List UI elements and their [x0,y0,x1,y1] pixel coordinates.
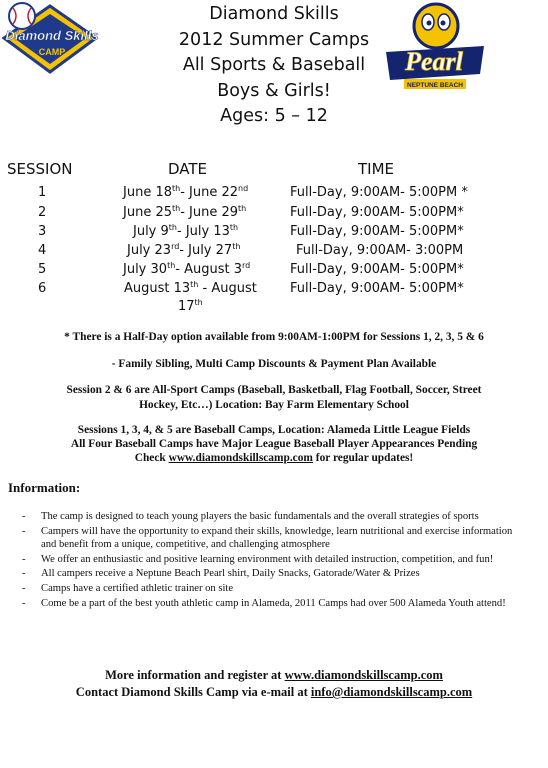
updates-note: Check www.diamondskillscamp.com for regular updates! [134,452,414,464]
logo-right-sub: NEPTUNE BEACH [407,82,463,89]
email-link[interactable]: info@diamondskillscamp.com [310,685,473,699]
session-time: Full-Day, 9:00AM- 5:00PM* [290,262,464,277]
header-line-1: Diamond Skills [209,4,339,24]
header-line-4: Boys & Girls! [217,80,331,101]
schedule-row [0,262,548,281]
baseball-note-line1: Sessions 1, 3, 4, & 5 are Baseball Camps, Location: Alameda Little League Fields [77,424,471,436]
session-time: Full-Day, 9:00AM- 5:00PM* [290,224,464,239]
session-number: 5 [38,262,47,277]
list-item: - All campers receive a Neptune Beach Pearl shirt, Daily Snacks, Gatorade/Water & Prizes [22,567,522,581]
schedule-row [0,243,548,262]
schedule-row [0,185,548,204]
session-number: 2 [38,205,47,220]
list-item: - Campers will have the opportunity to expand their skills, knowledge, learn nutritional and exercise information and benefit from a unique, competitive, and challenging atmosphere [22,525,522,552]
baseball-note-line2: All Four Baseball Camps have Major League Baseball Player Appearances Pending [70,438,478,450]
logo-left-line1: Diamond Skills [5,28,99,43]
footer-register-line: More information and register at www.diamondskillscamp.com [105,668,443,682]
list-item: - We offer an enthusiastic and positive learning environment with detailed instruction, competition, and fun! [22,553,522,567]
header-line-3: All Sports & Baseball [182,55,366,75]
all-sport-note-line2: Hockey, Etc…) Location: Bay Farm Elementary School [139,399,409,411]
information-heading: Information: [8,480,81,495]
all-sport-note-line1: Session 2 & 6 are All-Sport Camps (Baseball, Basketball, Flag Football, Soccer, Street [66,384,482,396]
session-number: 3 [38,224,47,239]
session-time: Full-Day, 9:00AM- 3:00PM [296,243,464,258]
list-item: - Camps have a certified athletic trainer on site [22,582,522,596]
session-number: 4 [38,243,47,258]
session-number: 6 [38,281,47,296]
website-link[interactable]: www.diamondskillscamp.com [168,452,313,464]
header-line-5: Ages: 5 – 12 [220,106,328,126]
session-column-header: SESSION [7,160,73,178]
schedule-row-continuation [0,299,548,318]
header-line-2: 2012 Summer Camps [178,29,370,50]
session-time: Full-Day, 9:00AM- 5:00PM* [290,205,464,220]
discounts-note: - Family Sibling, Multi Camp Discounts & Payment Plan Available [111,358,437,370]
information-list [22,510,522,611]
time-column-header: TIME [358,160,395,178]
session-time: Full-Day, 9:00AM- 5:00PM* [290,281,464,296]
schedule-row [0,205,548,224]
session-date: July 9th- July 13th [133,223,239,239]
session-date-continued: 17th [178,298,203,314]
session-date: August 13th - August [124,280,257,296]
schedule-row [0,224,548,243]
session-date: July 23rd- July 27th [127,242,241,258]
session-date: June 18th- June 22nd [123,184,249,200]
schedule-row [0,281,548,300]
footer-contact-line: Contact Diamond Skills Camp via e-mail at info@diamondskillscamp.com [75,685,473,699]
half-day-note: * There is a Half-Day option available from 9:00AM-1:00PM for Sessions 1, 2, 3, 5 & 6 [64,331,484,343]
logo-left-line2: CAMP [38,47,66,57]
neptune-beach-pearl-logo [376,0,492,95]
session-date: June 25th- June 29th [123,204,247,220]
session-time: Full-Day, 9:00AM- 5:00PM * [290,185,468,200]
session-date: July 30th- August 3rd [123,261,251,277]
list-item: - The camp is designed to teach young players the basic fundamentals and the overall strategies of sports [22,510,522,524]
diamond-skills-camp-logo [0,0,100,78]
baseball-icon [9,3,35,29]
register-link[interactable]: www.diamondskillscamp.com [284,668,443,682]
list-item: - Come be a part of the best youth athletic camp in Alameda, 2011 Camps had over 500 Alameda Youth attend! [22,597,522,611]
date-column-header: DATE [168,160,208,178]
session-number: 1 [38,185,47,200]
logo-right-word: Pearl [405,47,463,76]
